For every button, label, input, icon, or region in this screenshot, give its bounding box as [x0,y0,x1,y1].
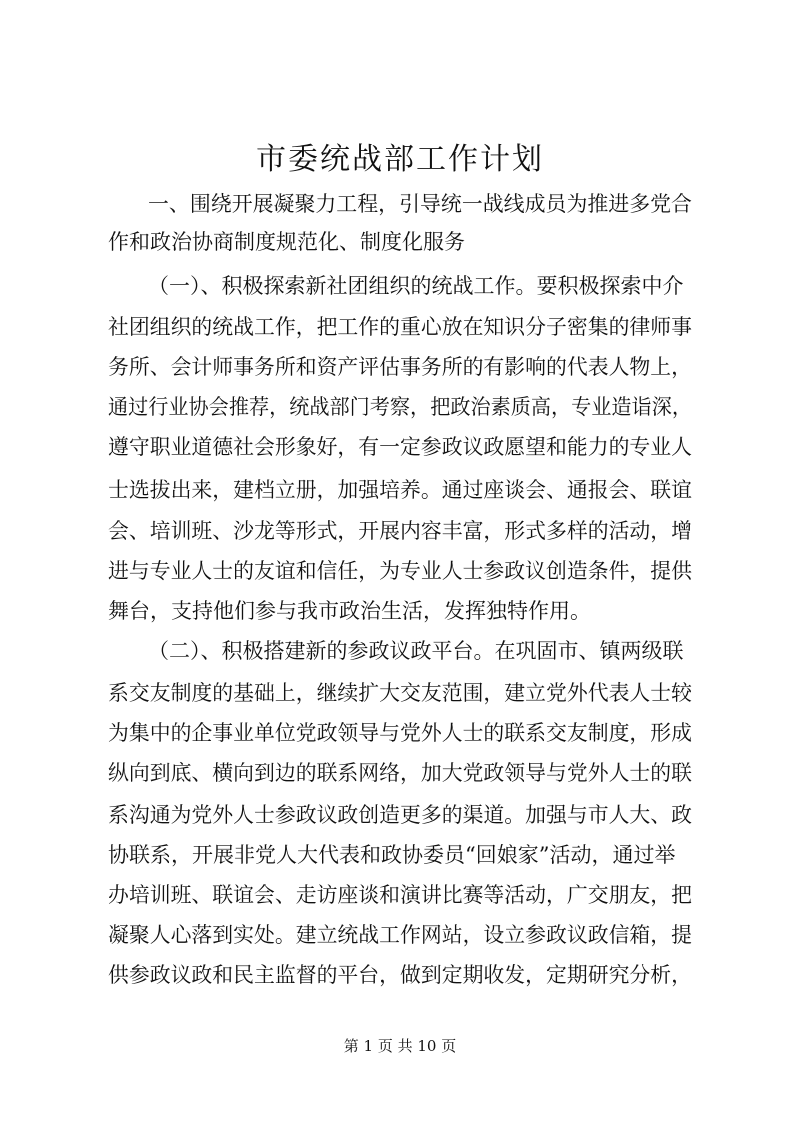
paragraph-line: 务所、会计师事务所和资产评估事务所的有影响的代表人物上， [108,355,693,379]
paragraph-line: 舞台，支持他们参与我市政治生活，发挥独特作用。 [108,599,591,623]
paragraph-line: 社团组织的统战工作，把工作的重心放在知识分子密集的律师事 [108,315,693,339]
paragraph-line: 系交友制度的基础上，继续扩大交友范围，建立党外代表人士较 [108,681,693,705]
document-title: 市委统战部工作计划 [256,142,544,177]
paragraph-line: 作和政治协商制度规范化、制度化服务 [108,230,465,254]
paragraph-line: 会、培训班、沙龙等形式，开展内容丰富，形式多样的活动，增 [108,519,693,543]
paragraph-line: 系沟通为党外人士参政议政创造更多的渠道。加强与市人大、政 [108,803,693,827]
paragraph-line: 一、围绕开展凝聚力工程，引导统一战线成员为推进多党合 [148,192,692,216]
paragraph-line: 供参政议政和民主监督的平台，做到定期收发，定期研究分析， [108,963,693,987]
paragraph-line: 为集中的企事业单位党政领导与党外人士的联系交友制度，形成 [108,721,693,745]
paragraph-line: 凝聚人心落到实处。建立统战工作网站，设立参政议政信箱，提 [108,923,693,947]
paragraph-line: 办培训班、联谊会、走访座谈和演讲比赛等活动，广交朋友，把 [108,883,693,907]
paragraph-line: 通过行业协会推荐，统战部门考察，把政治素质高，专业造诣深， [108,395,692,419]
paragraph-line: 遵守职业道德社会形象好，有一定参政议政愿望和能力的专业人 [108,435,693,459]
paragraph-line: （二）、积极搭建新的参政议政平台。在巩固市、镇两级联 [148,639,684,663]
paragraph-line: 纵向到底、横向到边的联系网络，加大党政领导与党外人士的联 [108,761,693,785]
paragraph-line: （一）、积极探索新社团组织的统战工作。要积极探索中介 [148,274,684,298]
paragraph-line: 进与专业人士的友谊和信任，为专业人士参政议创造条件，提供 [108,559,693,583]
page-footer: 第 1 页 共 10 页 [343,1037,457,1055]
paragraph-line: 士选拔出来，建档立册，加强培养。通过座谈会、通报会、联谊 [108,478,693,502]
paragraph-line: 协联系，开展非党人大代表和政协委员“回娘家”活动，通过举 [108,843,676,867]
